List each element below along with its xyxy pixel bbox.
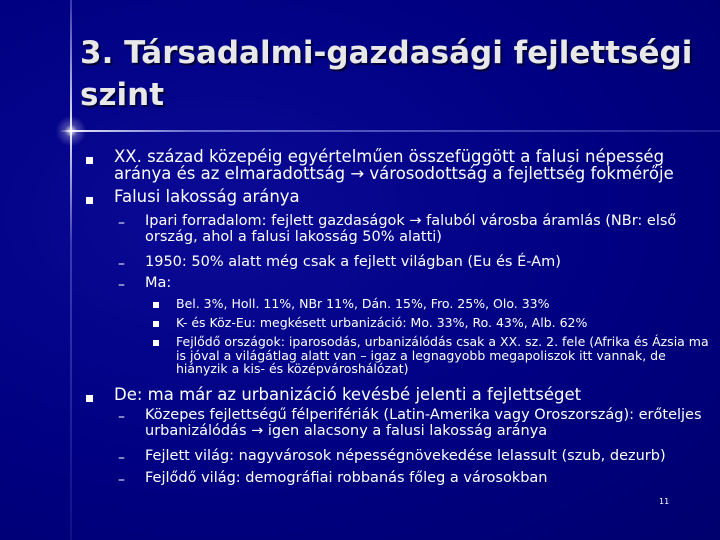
sub-bullet-text: 1950: 50% alatt még csak a fejlett világban (Eu és É-Am) — [145, 254, 561, 270]
bullet-square-icon — [86, 157, 93, 164]
sub-bullet-text: Közepes fejlettségű félperifériák (Latin-Amerika vagy Oroszország): erőteljes urbanizálódás → igen alacsony a falusi lakosság aránya — [145, 407, 702, 439]
sub-bullet-dash: – — [118, 277, 125, 293]
bullet-text: De: ma már az urbanizáció kevésbé jelenti a fejlettséget — [114, 385, 582, 404]
sub-bullet-dash: – — [118, 409, 125, 425]
sub-bullet-dash: – — [118, 472, 125, 488]
bullet-text: Falusi lakosság aránya — [114, 187, 300, 206]
bullet-square-icon — [153, 302, 159, 308]
sub-sub-bullet-text: Fejlődő országok: iparosodás, urbanizálódás csak a XX. sz. 2. fele (Afrika és Ázsia ma is jóval a világátlag alatt van – igaz a legnagyobb megapoliszok itt vannak, de hiányzik a kis- és középvároshálózat) — [176, 334, 709, 376]
bullet-square-icon — [86, 197, 93, 204]
sub-bullet-text: Ipari forradalom: fejlett gazdaságok → faluból városba áramlás (NBr: első ország, ahol a falusi lakosság 50% alatti) — [145, 213, 677, 245]
sub-bullet-text: Fejlett világ: nagyvárosok népességnövekedése lelassult (szub, dezurb) — [145, 448, 666, 464]
bullet-text: XX. század közepéig egyértelműen összefüggött a falusi népesség aránya és az elmaradottság → városodottság a fejlettség fokmérője — [114, 147, 674, 183]
sub-bullet-text: Fejlődő világ: demográfiai robbanás főleg a városokban — [145, 470, 548, 486]
bullet-square-icon — [153, 321, 159, 327]
sub-sub-bullet-text: Bel. 3%, Holl. 11%, NBr 11%, Dán. 15%, Fro. 25%, Olo. 33% — [176, 296, 550, 311]
sub-bullet-dash: – — [118, 256, 125, 272]
sub-bullet-text: Ma: — [145, 275, 172, 291]
page-number: 11 — [659, 497, 670, 506]
sub-sub-bullet-text: K- és Köz-Eu: megkésett urbanizáció: Mo. 33%, Ro. 43%, Alb. 62% — [176, 315, 588, 330]
slide-title: 3. Társadalmi-gazdasági fejlettségi szint — [80, 35, 693, 113]
sub-bullet-dash: – — [118, 215, 125, 231]
sub-bullet-dash: – — [118, 450, 125, 466]
bullet-square-icon — [153, 340, 159, 346]
bullet-square-icon — [86, 395, 93, 402]
